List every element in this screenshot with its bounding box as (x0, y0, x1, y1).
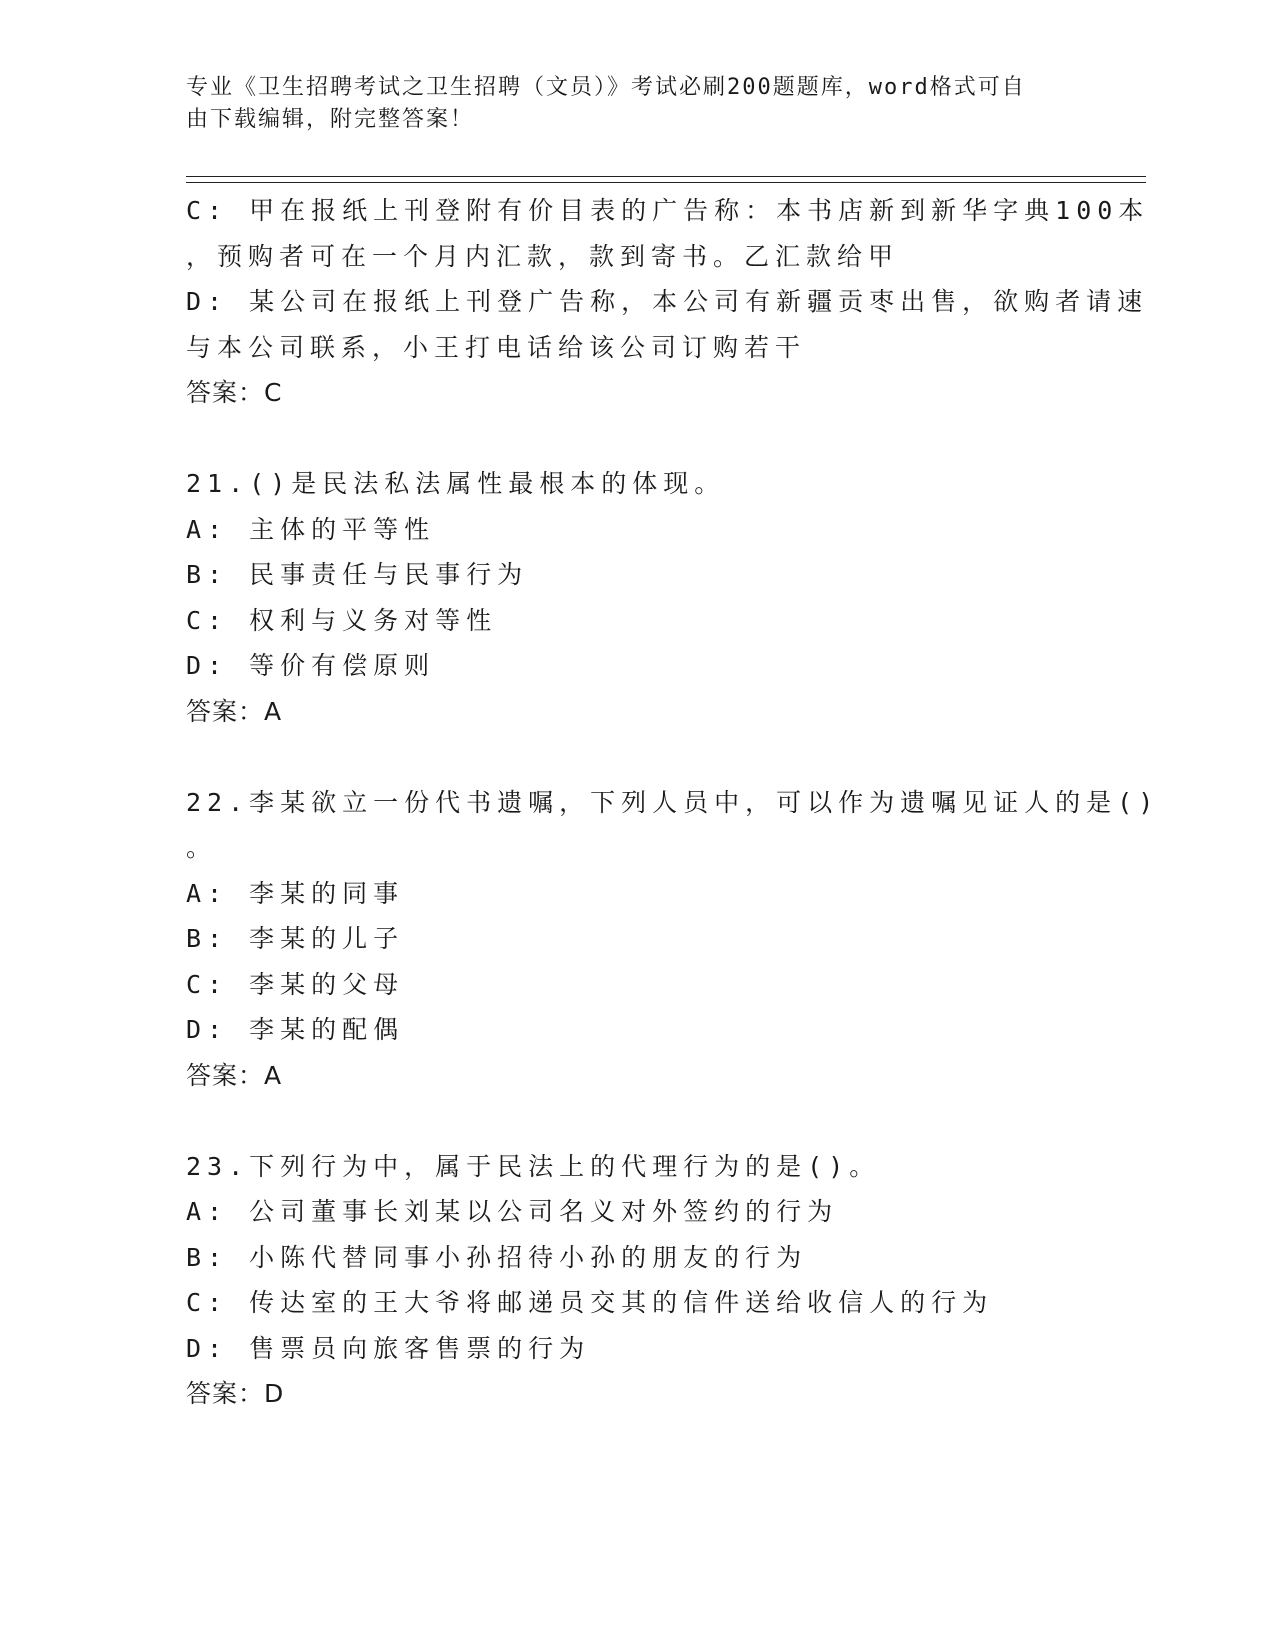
question-text: 22.李某欲立一份代书遗嘱，下列人员中，可以作为遗嘱见证人的是() (186, 787, 1160, 817)
option-c: C: 甲在报纸上刊登附有价目表的广告称：本书店新到新华字典100本 (186, 196, 1150, 225)
header-line-1: 专业《卫生招聘考试之卫生招聘（文员）》考试必刷200题题库，word格式可自 (186, 75, 1026, 100)
question-text: 21.()是民法私法属性最根本的体现。 (186, 469, 726, 498)
option-d: D: 李某的配偶 (186, 1015, 405, 1044)
answer: 答案：A (186, 696, 283, 726)
option-a: A: 公司董事长刘某以公司名义对外签约的行为 (186, 1197, 839, 1226)
header-line-2: 由下载编辑，附完整答案！ (186, 107, 475, 132)
option-c: C: 传达室的王大爷将邮递员交其的信件送给收信人的行为 (186, 1288, 994, 1317)
option-b: B: 小陈代替同事小孙招待小孙的朋友的行为 (186, 1242, 808, 1272)
document-header (186, 72, 1066, 136)
option-a: A: 主体的平等性 (186, 514, 436, 544)
answer: 答案：A (186, 1060, 283, 1090)
option-d: D: 售票员向旅客售票的行为 (186, 1333, 591, 1363)
question-list (186, 188, 1160, 1417)
header-divider (186, 176, 1146, 183)
option-d-continued: 与本公司联系，小王打电话给该公司订购若干 (186, 332, 807, 362)
question-block-20 (186, 188, 1150, 416)
option-d: D: 某公司在报纸上刊登广告称，本公司有新疆贡枣出售，欲购者请速 (186, 287, 1149, 316)
question-text: 23.下列行为中，属于民法上的代理行为的是()。 (186, 1151, 881, 1181)
option-c: C: 李某的父母 (186, 969, 405, 999)
question-block-23 (186, 1144, 1106, 1417)
answer: 答案：D (186, 1379, 285, 1408)
question-text-continued: 。 (186, 833, 218, 862)
answer: 答案：C (186, 378, 283, 407)
question-block-22 (186, 780, 1160, 1099)
option-a: A: 李某的同事 (186, 878, 405, 908)
option-c-continued: ，预购者可在一个月内汇款，款到寄书。乙汇款给甲 (186, 241, 900, 271)
option-b: B: 民事责任与民事行为 (186, 560, 529, 589)
option-d: D: 等价有偿原则 (186, 651, 436, 680)
question-block-21 (186, 461, 1106, 734)
option-b: B: 李某的儿子 (186, 924, 405, 953)
option-c: C: 权利与义务对等性 (186, 605, 498, 635)
